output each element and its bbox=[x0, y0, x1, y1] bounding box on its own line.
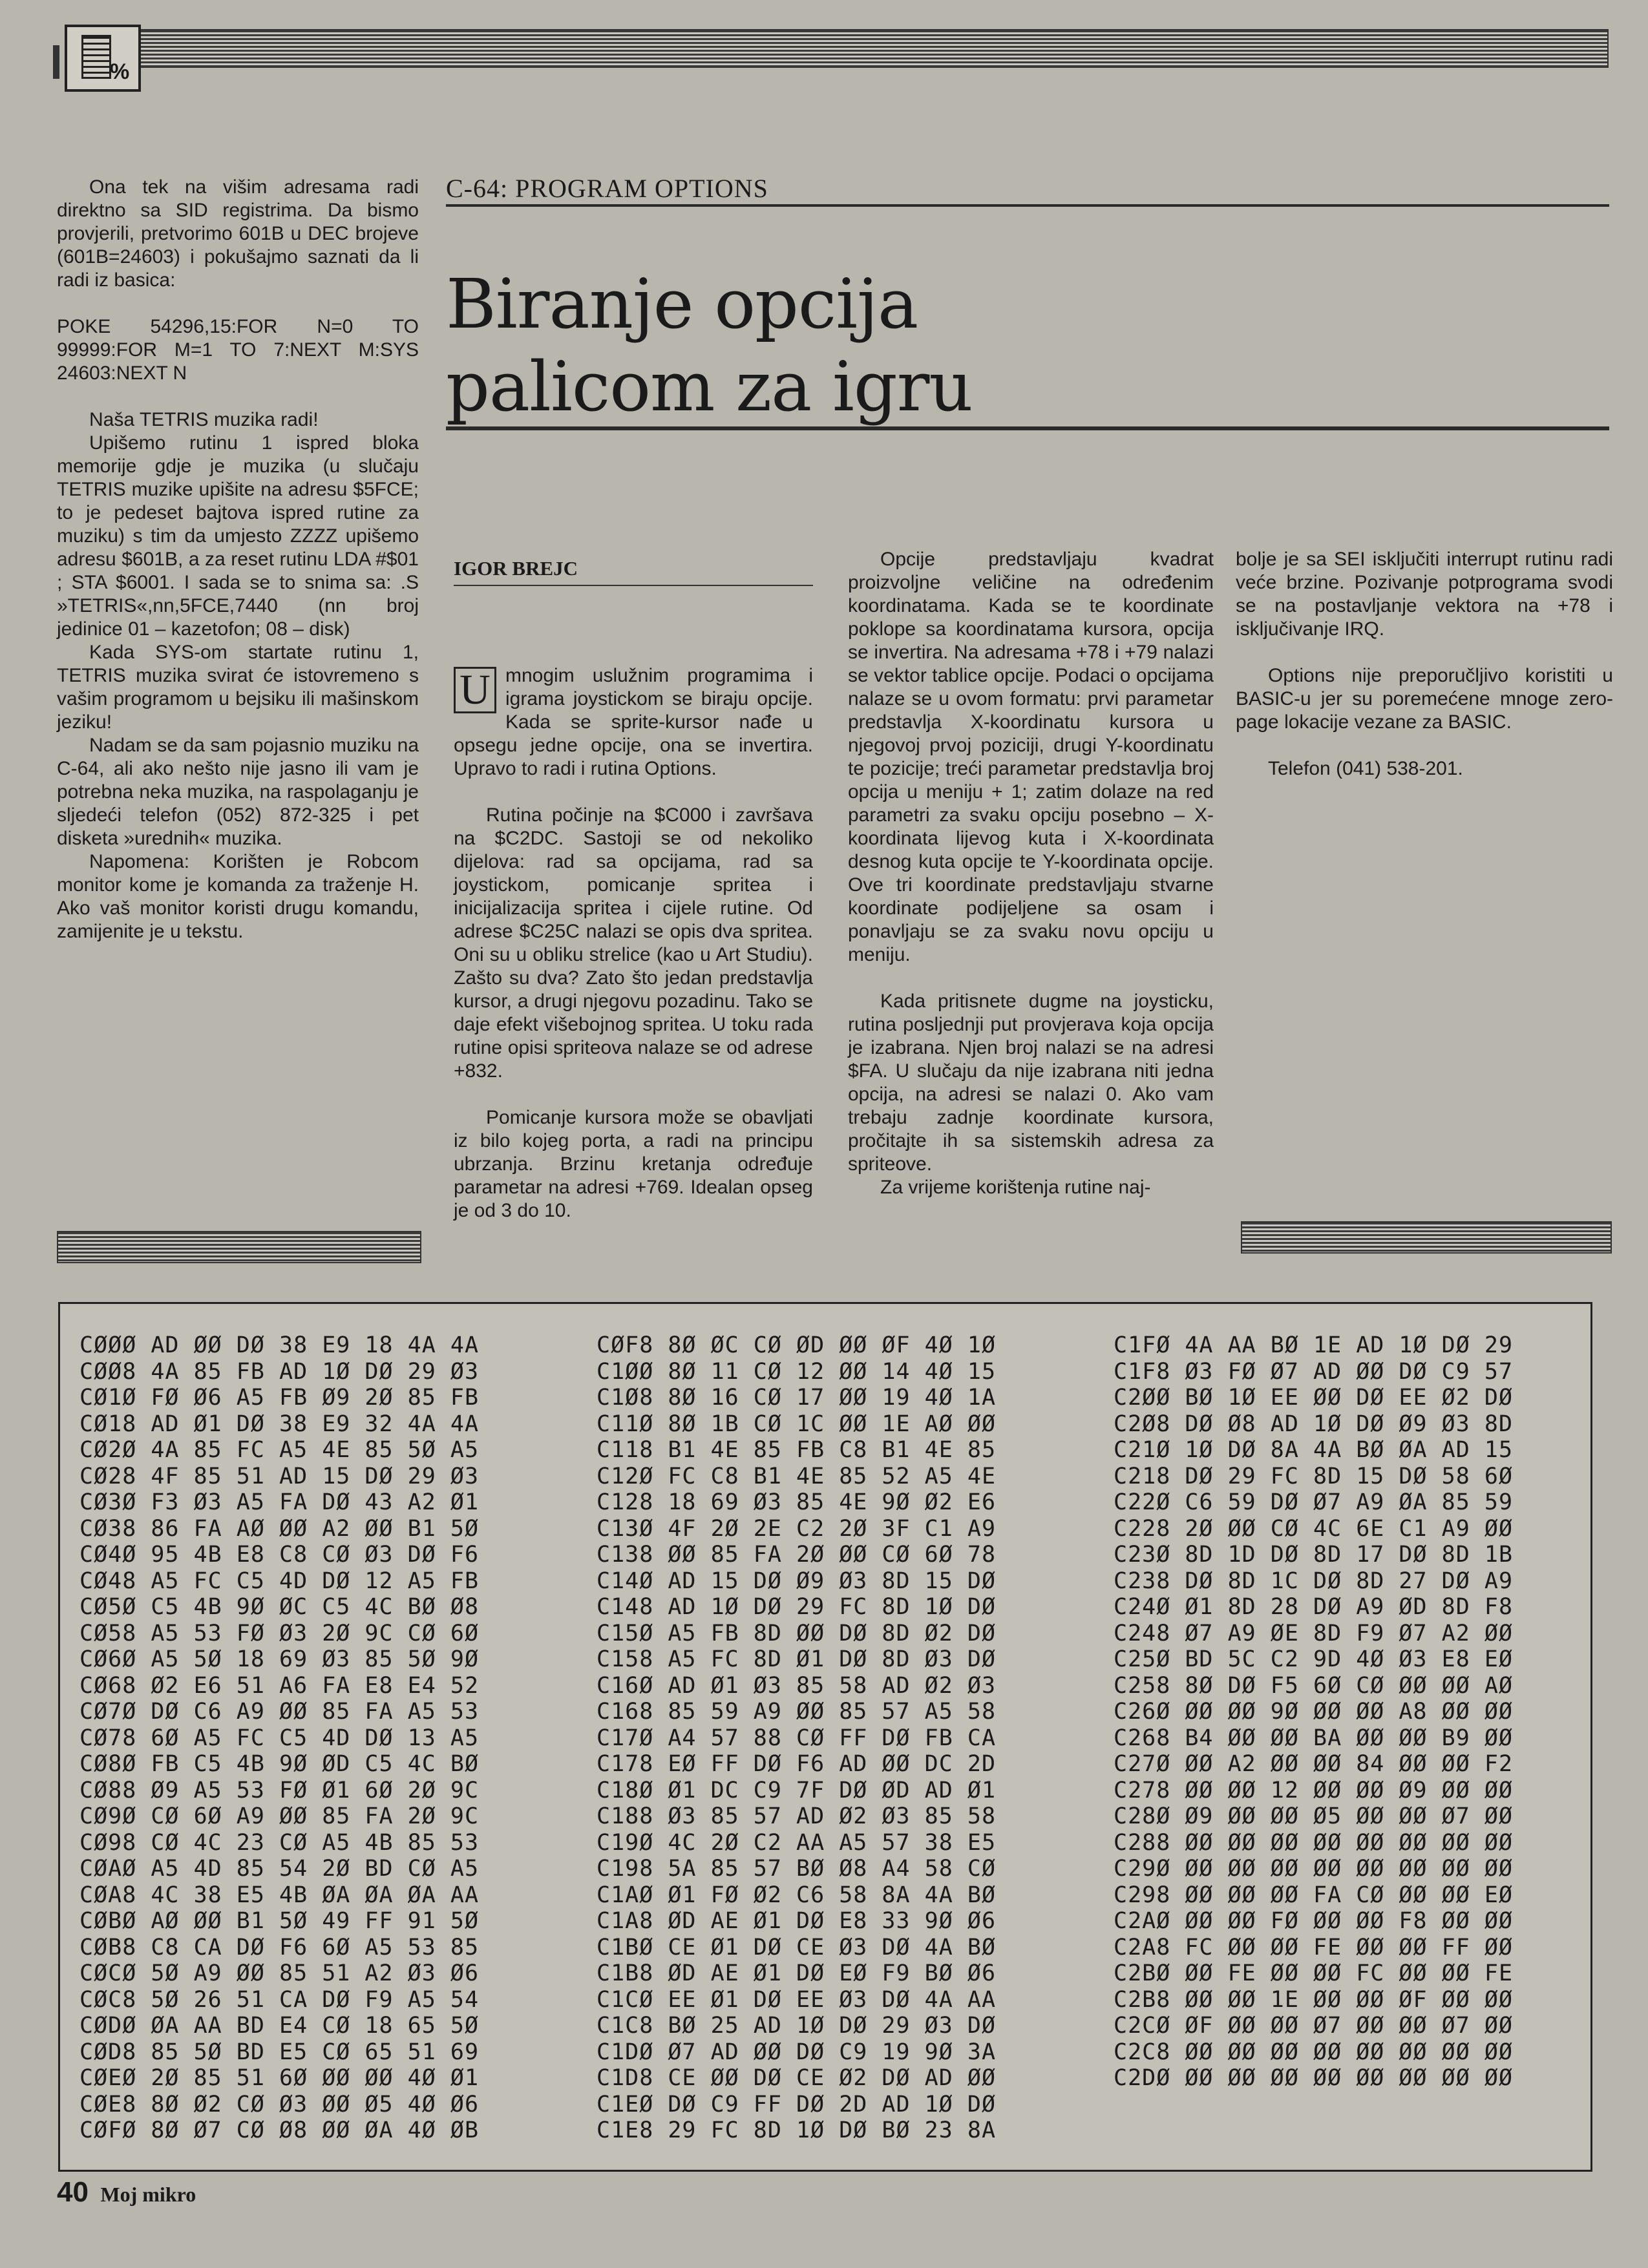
middle-column bbox=[454, 664, 813, 1223]
listing-row: C258 8Ø DØ F5 6Ø CØ ØØ ØØ AØ bbox=[1114, 1672, 1514, 1699]
listing-row: C19Ø 4C 2Ø C2 AA A5 57 38 E5 bbox=[597, 1829, 997, 1856]
footer bbox=[57, 2176, 196, 2209]
listing-row: C118 B1 4E 85 FB C8 B1 4E 85 bbox=[597, 1437, 997, 1463]
listing-row: CØ2Ø 4A 85 FC A5 4E 85 5Ø A5 bbox=[79, 1437, 480, 1463]
listing-row: C1FØ 4A AA BØ 1E AD 1Ø DØ 29 bbox=[1114, 1332, 1514, 1358]
listing-row: C198 5A 85 57 BØ Ø8 A4 58 CØ bbox=[597, 1856, 997, 1882]
listing-row: C23Ø 8D 1D DØ 8D 17 DØ 8D 1B bbox=[1114, 1542, 1514, 1568]
listing-row: C168 85 59 A9 ØØ 85 57 A5 58 bbox=[597, 1699, 997, 1725]
drop-cap: U bbox=[454, 667, 496, 713]
listing-row: C15Ø A5 FB 8D ØØ DØ 8D Ø2 DØ bbox=[597, 1620, 997, 1646]
middle-paragraph-3: Pomicanje kursora može se obavljati iz bilo kojeg porta, a radi na principu ubrzanja. Brzinu kretanja određuje parametar na adresi +769. Idealan opseg je od 3 do 10. bbox=[454, 1107, 813, 1221]
headline-rule bbox=[446, 426, 1609, 430]
listing-row: C17Ø A4 57 88 CØ FF DØ FB CA bbox=[597, 1725, 997, 1751]
listing-row: C1EØ DØ C9 FF DØ 2D AD 1Ø DØ bbox=[597, 2091, 997, 2117]
listing-row: C1F8 Ø3 FØ Ø7 AD ØØ DØ C9 57 bbox=[1114, 1358, 1514, 1385]
listing-row: C238 DØ 8D 1C DØ 8D 27 DØ A9 bbox=[1114, 1568, 1514, 1594]
listing-row: CØØ8 4A 85 FB AD 1Ø DØ 29 Ø3 bbox=[79, 1358, 480, 1385]
listing-row: C16Ø AD Ø1 Ø3 85 58 AD Ø2 Ø3 bbox=[597, 1672, 997, 1699]
listing-row: C14Ø AD 15 DØ Ø9 Ø3 8D 15 DØ bbox=[597, 1568, 997, 1594]
hex-listing bbox=[58, 1302, 1592, 2172]
listing-row: C218 DØ 29 FC 8D 15 DØ 58 6Ø bbox=[1114, 1463, 1514, 1489]
listing-row: C1DØ Ø7 AD ØØ DØ C9 19 9Ø 3A bbox=[597, 2039, 997, 2065]
listing-row: C2A8 FC ØØ ØØ FE ØØ ØØ FF ØØ bbox=[1114, 1934, 1514, 1960]
left-stripe-bar bbox=[57, 1231, 421, 1263]
left-paragraph-5: Kada SYS-om startate rutinu 1, TETRIS muzika svirat će istovremeno s vašim programom u bejsiku ili mašinskom jeziku! bbox=[57, 642, 419, 733]
left-paragraph-1: Ona tek na višim adresama radi direktno sa SID registrima. Da bismo provjerili, pretvorimo 601B u DEC brojeve (601B=24603) i pokušajmo saznati da li radi iz basica: bbox=[57, 176, 419, 291]
listing-row: CØBØ AØ ØØ B1 5Ø 49 FF 91 5Ø bbox=[79, 1908, 480, 1934]
listing-row: C268 B4 ØØ ØØ BA ØØ ØØ B9 ØØ bbox=[1114, 1725, 1514, 1751]
listing-row: C2ØØ BØ 1Ø EE ØØ DØ EE Ø2 DØ bbox=[1114, 1385, 1514, 1411]
listing-row: C2C8 ØØ ØØ ØØ ØØ ØØ ØØ ØØ ØØ bbox=[1114, 2039, 1514, 2065]
listing-row: C22Ø C6 59 DØ Ø7 A9 ØA 85 59 bbox=[1114, 1489, 1514, 1515]
magazine-name: Moj mikro bbox=[100, 2183, 196, 2206]
listing-row: C248 Ø7 A9 ØE 8D F9 Ø7 A2 ØØ bbox=[1114, 1620, 1514, 1646]
right-paragraph-3: Za vrijeme korištenja rutine naj- bbox=[880, 1177, 1151, 1198]
listing-row: CØØØ AD ØØ DØ 38 E9 18 4A 4A bbox=[79, 1332, 480, 1358]
left-column bbox=[57, 176, 419, 943]
listing-row: C1B8 ØD AE Ø1 DØ EØ F9 BØ Ø6 bbox=[597, 1960, 997, 1986]
listing-row: CØ18 AD Ø1 DØ 38 E9 32 4A 4A bbox=[79, 1411, 480, 1437]
listing-row: C178 EØ FF DØ F6 AD ØØ DC 2D bbox=[597, 1751, 997, 1777]
author-byline: IGOR BREJC bbox=[454, 557, 578, 580]
listing-row: CØDØ ØA AA BD E4 CØ 18 65 5Ø bbox=[79, 2013, 480, 2039]
listing-row: C2Ø8 DØ Ø8 AD 1Ø DØ Ø9 Ø3 8D bbox=[1114, 1411, 1514, 1437]
listing-row: C21Ø 1Ø DØ 8A 4A BØ ØA AD 15 bbox=[1114, 1437, 1514, 1463]
right-stripe-bar bbox=[1241, 1221, 1612, 1254]
listing-row: C2BØ ØØ FE ØØ ØØ FC ØØ ØØ FE bbox=[1114, 1960, 1514, 1986]
listing-row: CØD8 85 5Ø BD E5 CØ 65 51 69 bbox=[79, 2039, 480, 2065]
logo-mark: % bbox=[110, 59, 130, 84]
listing-row: C1C8 BØ 25 AD 1Ø DØ 29 Ø3 DØ bbox=[597, 2013, 997, 2039]
section-label: C-64: PROGRAM OPTIONS bbox=[446, 174, 768, 203]
middle-paragraph-2: Rutina počinje na $C000 i završava na $C2DC. Sastoji se od nekoliko dijelova: rad sa opcijama, rad sa joystickom, pomicanje spritea i inicijalizacija spritea i cijele rutine. Od adrese $C25C nalazi se opis dva spritea. Oni su u obliku strelice (kao u Art Studiu). Zašto su dva? Zato što jedan predstavlja kursor, a drugi njegovu pozadinu. Tako se daje efekt višebojnog spritea. U toku rada rutine opisi spriteova nalaze se od adrese +832. bbox=[454, 804, 813, 1082]
listing-row: C29Ø ØØ ØØ ØØ ØØ ØØ ØØ ØØ ØØ bbox=[1114, 1856, 1514, 1882]
listing-row: CØ98 CØ 4C 23 CØ A5 4B 85 53 bbox=[79, 1829, 480, 1856]
right-column bbox=[848, 548, 1214, 1199]
listing-row: C11Ø 8Ø 1B CØ 1C ØØ 1E AØ ØØ bbox=[597, 1411, 997, 1437]
left-paragraph-3: Naša TETRIS muzika radi! bbox=[89, 409, 319, 430]
listing-row: CØB8 C8 CA DØ F6 6Ø A5 53 85 bbox=[79, 1934, 480, 1960]
listing-row: CØ3Ø F3 Ø3 A5 FA DØ 43 A2 Ø1 bbox=[79, 1489, 480, 1515]
listing-row: C1AØ Ø1 FØ Ø2 C6 58 8A 4A BØ bbox=[597, 1882, 997, 1908]
listing-row: C27Ø ØØ A2 ØØ ØØ 84 ØØ ØØ F2 bbox=[1114, 1751, 1514, 1777]
listing-row: C2AØ ØØ ØØ FØ ØØ ØØ F8 ØØ ØØ bbox=[1114, 1908, 1514, 1934]
header-left-tick bbox=[53, 45, 59, 79]
section-logo bbox=[65, 25, 141, 92]
listing-row: C24Ø Ø1 8D 28 DØ A9 ØD 8D F8 bbox=[1114, 1594, 1514, 1620]
listing-row: C188 Ø3 85 57 AD Ø2 Ø3 85 58 bbox=[597, 1803, 997, 1829]
listing-row: CØ6Ø A5 5Ø 18 69 Ø3 85 5Ø 9Ø bbox=[79, 1646, 480, 1672]
middle-paragraph-1-text: mnogim uslužnim programima i igrama joystickom se biraju opcije. Kada se sprite-kursor nađe u opsegu jedne opcije, ona se invertira. Upravo to radi i rutina Options. bbox=[454, 665, 813, 779]
headline-line-1: Biranje opcija bbox=[446, 264, 918, 344]
headline-line-2: palicom za igru bbox=[446, 347, 973, 426]
listing-row: CØ4Ø 95 4B E8 C8 CØ Ø3 DØ F6 bbox=[79, 1542, 480, 1568]
listing-row: C18Ø Ø1 DC C9 7F DØ ØD AD Ø1 bbox=[597, 1777, 997, 1803]
far-right-paragraph-2: Options nije preporučljivo koristiti u BASIC-u jer su poremećene mnoge zero-page lokacije vezane za BASIC. bbox=[1236, 665, 1613, 733]
listing-row: CØF8 8Ø ØC CØ ØD ØØ ØF 4Ø 1Ø bbox=[597, 1332, 997, 1358]
listing-row: C26Ø ØØ ØØ 9Ø ØØ ØØ A8 ØØ ØØ bbox=[1114, 1699, 1514, 1725]
author-rule bbox=[454, 585, 813, 586]
listing-row: C28Ø Ø9 ØØ ØØ Ø5 ØØ ØØ Ø7 ØØ bbox=[1114, 1803, 1514, 1829]
listing-row: CØEØ 2Ø 85 51 6Ø ØØ ØØ 4Ø Ø1 bbox=[79, 2065, 480, 2091]
section-rule bbox=[446, 204, 1609, 207]
listing-row: C2CØ ØF ØØ ØØ Ø7 ØØ ØØ Ø7 ØØ bbox=[1114, 2013, 1514, 2039]
listing-row: CØA8 4C 38 E5 4B ØA ØA ØA AA bbox=[79, 1882, 480, 1908]
right-paragraph-1: Opcije predstavljaju kvadrat proizvoljne veličine na određenim koordinatama. Kada se te koordinate poklope sa koordinatama kursora, opcija se invertira. Na adresama +78 i +79 nalazi se vektor tablice opcije. Podaci o opcijama nalaze se u ovom formatu: prvi parametar predstavlja X-koordinatu kursora u njegovoj prvoj poziciji, drugi Y-koordinatu te pozicije; treći parametar predstavlja broj opcija u meniju + 1; zatim dolaze na red parametri za svaku opciju posebno – X-koordinata lijevog kuta i X-koordinata desnog kuta opcije te Y-koordinata opcije. Ove tri koordinate predstavljaju stvarne koordinate podijeljene sa osam i ponavljaju se za svaku novu opciju u meniju. bbox=[848, 549, 1214, 965]
left-paragraph-7: Napomena: Korišten je Robcom monitor kome je komanda za traženje H. Ako vaš monitor koristi drugu komandu, zamijenite je u tekstu. bbox=[57, 851, 419, 942]
listing-row: CØ28 4F 85 51 AD 15 DØ 29 Ø3 bbox=[79, 1463, 480, 1489]
listing-row: C278 ØØ ØØ 12 ØØ ØØ Ø9 ØØ ØØ bbox=[1114, 1777, 1514, 1803]
left-poke-code: POKE 54296,15:FOR N=0 TO 99999:FOR M=1 TO 7:NEXT M:SYS 24603:NEXT N bbox=[57, 316, 419, 384]
listing-column-2 bbox=[597, 1332, 996, 2144]
listing-column-1 bbox=[79, 1332, 479, 2144]
listing-row: C288 ØØ ØØ ØØ ØØ ØØ ØØ ØØ ØØ bbox=[1114, 1829, 1514, 1856]
left-paragraph-6: Nadam se da sam pojasnio muziku na C-64, ali ako nešto nije jasno ili vam je potrebna neka muzika, na raspolaganju je sljedeći telefon (052) 872-325 i pet disketa »urednih« muzika. bbox=[57, 735, 419, 849]
listing-row: C1ØØ 8Ø 11 CØ 12 ØØ 14 4Ø 15 bbox=[597, 1358, 997, 1385]
listing-row: CØ78 6Ø A5 FC C5 4D DØ 13 A5 bbox=[79, 1725, 480, 1751]
middle-paragraph-1 bbox=[454, 664, 813, 781]
listing-row: C158 A5 FC 8D Ø1 DØ 8D Ø3 DØ bbox=[597, 1646, 997, 1672]
listing-row: C1E8 29 FC 8D 1Ø DØ BØ 23 8A bbox=[597, 2117, 997, 2143]
right-paragraph-2: Kada pritisnete dugme na joysticku, rutina posljednji put provjerava koja opcija je izabrana. Njen broj nalazi se na adresi $FA. U slučaju da nije izabrana niti jedna opcija, na adresi se nalazi 0. Ako vam trebaju zadnje koordinate kursora, pročitajte ih sa sistemskih adresa za spriteove. bbox=[848, 991, 1214, 1175]
listing-row: C1A8 ØD AE Ø1 DØ E8 33 9Ø Ø6 bbox=[597, 1908, 997, 1934]
listing-row: CØC8 5Ø 26 51 CA DØ F9 A5 54 bbox=[79, 1986, 480, 2013]
listing-row: CØ48 A5 FC C5 4D DØ 12 A5 FB bbox=[79, 1568, 480, 1594]
far-right-paragraph-3: Telefon (041) 538-201. bbox=[1268, 758, 1463, 779]
listing-row: C228 2Ø ØØ CØ 4C 6E C1 A9 ØØ bbox=[1114, 1515, 1514, 1542]
listing-row: C2DØ ØØ ØØ ØØ ØØ ØØ ØØ ØØ ØØ bbox=[1114, 2065, 1514, 2091]
document-icon bbox=[81, 35, 111, 79]
listing-row: CØ88 Ø9 A5 53 FØ Ø1 6Ø 2Ø 9C bbox=[79, 1777, 480, 1803]
listing-row: C13Ø 4F 2Ø 2E C2 2Ø 3F C1 A9 bbox=[597, 1515, 997, 1542]
left-paragraph-4: Upišemo rutinu 1 ispred bloka memorije gdje je muzika (u slučaju TETRIS muzike upišite na adresu $5FCE; to je pedeset bajtova ispred rutine za muziku) s tim da umjesto ZZZZ upišemo adresu $601B, a za reset rutinu LDA #$01 ; STA $6001. I sada se to snima sa: .S »TETRIS«,nn,5FCE,7440 (nn broj jedinice 01 – kazetofon; 08 – disk) bbox=[57, 432, 419, 640]
listing-row: C1CØ EE Ø1 DØ EE Ø3 DØ 4A AA bbox=[597, 1986, 997, 2013]
listing-row: C148 AD 1Ø DØ 29 FC 8D 1Ø DØ bbox=[597, 1594, 997, 1620]
listing-row: CØAØ A5 4D 85 54 2Ø BD CØ A5 bbox=[79, 1856, 480, 1882]
listing-row: C298 ØØ ØØ ØØ FA CØ ØØ ØØ EØ bbox=[1114, 1882, 1514, 1908]
far-right-paragraph-1: bolje je sa SEI isključiti interrupt rutinu radi veće brzine. Pozivanje potprograma svodi se na postavljanje vektora na +78 i isključivanje IRQ. bbox=[1236, 549, 1613, 640]
listing-row: CØ68 Ø2 E6 51 A6 FA E8 E4 52 bbox=[79, 1672, 480, 1699]
listing-row: C2B8 ØØ ØØ 1E ØØ ØØ ØF ØØ ØØ bbox=[1114, 1986, 1514, 2013]
header-stripes bbox=[139, 29, 1609, 68]
listing-row: CØ7Ø DØ C6 A9 ØØ 85 FA A5 53 bbox=[79, 1699, 480, 1725]
listing-row: CØ9Ø CØ 6Ø A9 ØØ 85 FA 2Ø 9C bbox=[79, 1803, 480, 1829]
listing-row: C12Ø FC C8 B1 4E 85 52 A5 4E bbox=[597, 1463, 997, 1489]
listing-row: CØCØ 5Ø A9 ØØ 85 51 A2 Ø3 Ø6 bbox=[79, 1960, 480, 1986]
listing-row: CØE8 8Ø Ø2 CØ Ø3 ØØ Ø5 4Ø Ø6 bbox=[79, 2091, 480, 2117]
listing-row: CØ8Ø FB C5 4B 9Ø ØD C5 4C BØ bbox=[79, 1751, 480, 1777]
listing-row: C1BØ CE Ø1 DØ CE Ø3 DØ 4A BØ bbox=[597, 1934, 997, 1960]
listing-row: CØ38 86 FA AØ ØØ A2 ØØ B1 5Ø bbox=[79, 1515, 480, 1542]
page-number: 40 bbox=[57, 2176, 89, 2208]
listing-row: CØ5Ø C5 4B 9Ø ØC C5 4C BØ Ø8 bbox=[79, 1594, 480, 1620]
listing-row: C138 ØØ 85 FA 2Ø ØØ CØ 6Ø 78 bbox=[597, 1542, 997, 1568]
listing-row: C1D8 CE ØØ DØ CE Ø2 DØ AD ØØ bbox=[597, 2065, 997, 2091]
listing-row: C128 18 69 Ø3 85 4E 9Ø Ø2 E6 bbox=[597, 1489, 997, 1515]
listing-row: CØ58 A5 53 FØ Ø3 2Ø 9C CØ 6Ø bbox=[79, 1620, 480, 1646]
listing-row: C1Ø8 8Ø 16 CØ 17 ØØ 19 4Ø 1A bbox=[597, 1385, 997, 1411]
listing-column-3 bbox=[1114, 1332, 1513, 2092]
listing-row: C25Ø BD 5C C2 9D 4Ø Ø3 E8 EØ bbox=[1114, 1646, 1514, 1672]
listing-row: CØ1Ø FØ Ø6 A5 FB Ø9 2Ø 85 FB bbox=[79, 1385, 480, 1411]
far-right-column bbox=[1236, 548, 1613, 781]
listing-row: CØFØ 8Ø Ø7 CØ Ø8 ØØ ØA 4Ø ØB bbox=[79, 2117, 480, 2143]
